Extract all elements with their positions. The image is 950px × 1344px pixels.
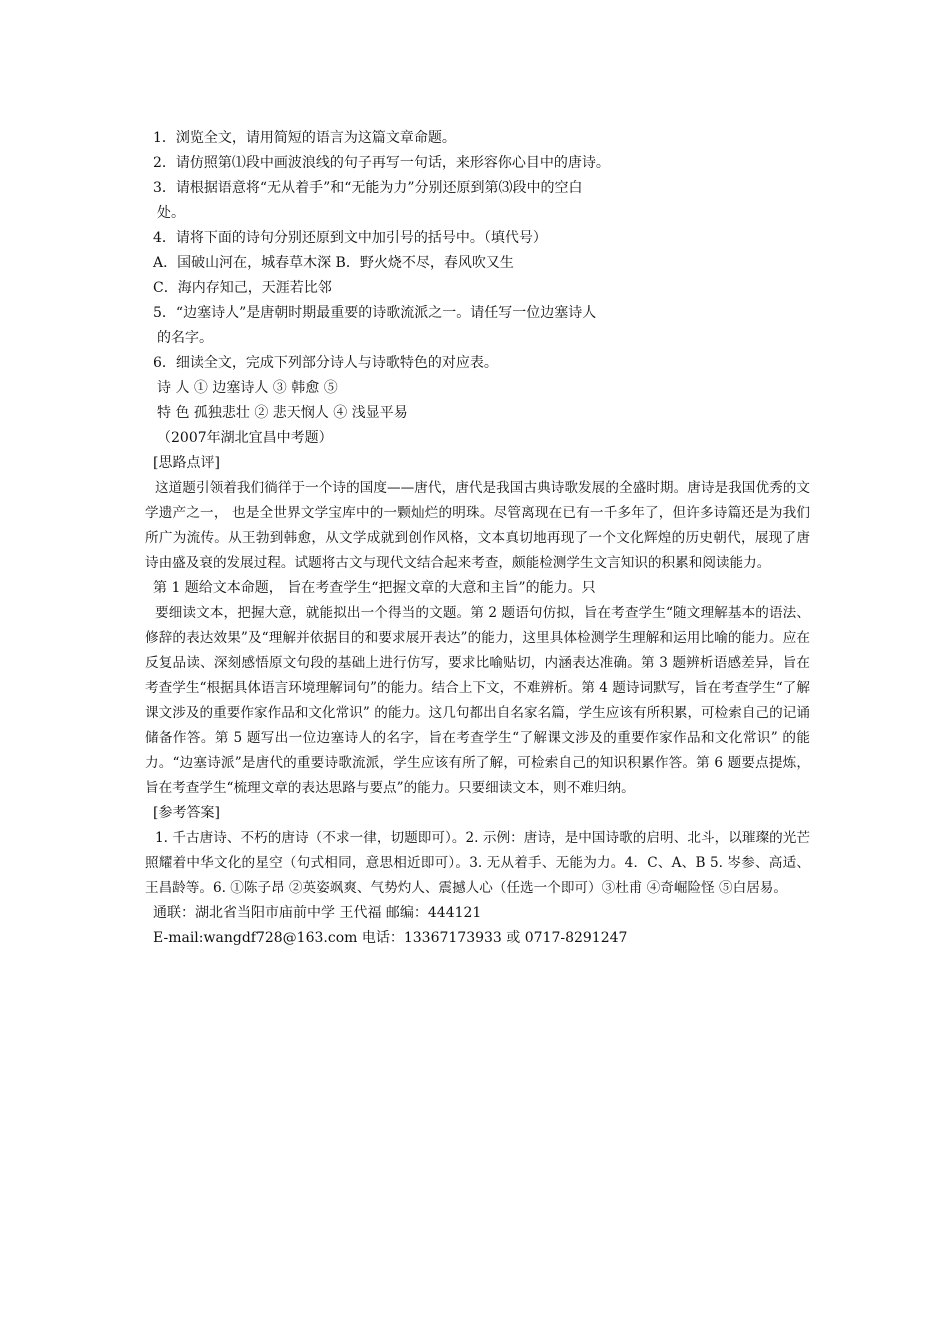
analysis-heading: [思路点评] [153, 455, 220, 471]
question-1: 1．浏览全文，请用简短的语言为这篇文章命题。 [153, 130, 456, 146]
analysis-paragraph-2-start: 第 1 题给文本命题， 旨在考查学生“把握文章的大意和主旨”的能力。只 [153, 580, 596, 596]
question-3-line2: 处。 [157, 205, 185, 221]
contact-email-phone: E-mail:wangdf728@163.com 电话：13367173933 或 0717-8291247 [153, 930, 628, 946]
question-4-option-c: C．海内存知己，天涯若比邻 [153, 280, 332, 296]
question-4: 4．请将下面的诗句分别还原到文中加引号的括号中。（填代号） [153, 230, 547, 246]
answers-heading: [参考答案] [153, 805, 220, 821]
document-page [145, 126, 810, 951]
contact-address: 通联：湖北省当阳市庙前中学 王代福 邮编：444121 [153, 905, 482, 921]
table-row-features: 特 色 孤独悲壮 ② 悲天悯人 ④ 浅显平易 [157, 405, 408, 421]
question-5-line1: 5．“边塞诗人”是唐朝时期最重要的诗歌流派之一。请任写一位边塞诗人 [153, 305, 597, 321]
table-row-poets: 诗 人 ① 边塞诗人 ③ 韩愈 ⑤ [157, 380, 338, 396]
exam-source: （2007年湖北宜昌中考题） [157, 430, 333, 446]
question-2: 2．请仿照第⑴段中画波浪线的句子再写一句话，来形容你心目中的唐诗。 [153, 155, 610, 171]
question-4-options-ab: A．国破山河在，城春草木深 B．野火烧不尽，春风吹又生 [153, 255, 514, 271]
question-5-line2: 的名字。 [157, 330, 213, 346]
analysis-paragraph-2-body: 要细读文本，把握大意，就能拟出一个得当的文题。第 2 题语句仿拟，旨在考查学生“随文理解基本的语法、修辞的表达效果”及“理解并依据目的和要求展开表达”的能力，这里具体检测学生理解和运用比喻的能力。应在反复品读、深刻感悟原文句段的基础上进行仿写，要求比喻贴切，内涵表达准确。第 3 题辨析语感差异，旨在考查学生“根据具体语言环境理解词句”的能力。结合上下文，不难辨析。第 4 题诗词默写，旨在考查学生“了解课文涉及的重要作家作品和文化常识” 的能力。这几句都出自名家名篇，学生应该有所积累，可检索自己的记诵储备作答。第 5 题写出一位边塞诗人的名字，旨在考查学生“了解课文涉及的重要作家作品和文化常识” 的能力。“边塞诗派”是唐代的重要诗歌流派，学生应该有所了解，可检索自己的知识积累作答。第 6 题要点提炼，旨在考查学生“梳理文章的表达思路与要点”的能力。只要细读文本，则不难归纳。 [145, 605, 810, 796]
analysis-paragraph-1: 这道题引领着我们徜徉于一个诗的国度——唐代，唐代是我国古典诗歌发展的全盛时期。唐诗是我国优秀的文学遗产之一， 也是全世界文学宝库中的一颗灿烂的明珠。尽管离现在已有一千多年了，但许多诗篇还是为我们所广为流传。从王勃到韩愈，从文学成就到创作风格，文本真切地再现了一个文化辉煌的历史朝代，展现了唐诗由盛及衰的发展过程。试题将古文与现代文结合起来考查，颇能检测学生文言知识的积累和阅读能力。 [145, 480, 810, 571]
answers-body: 1. 千古唐诗、不朽的唐诗（不求一律，切题即可）。2. 示例：唐诗，是中国诗歌的启明、北斗，以璀璨的光芒照耀着中华文化的星空（句式相同，意思相近即可）。3. 无从着手、无能为力。4．C、A、B 5. 岑参、高适、王昌龄等。6. ①陈子昂 ②英姿飒爽、气势灼人、震撼人心（任选一个即可）③杜甫 ④奇崛险怪 ⑤白居易。 [145, 830, 810, 896]
question-6: 6．细读全文，完成下列部分诗人与诗歌特色的对应表。 [153, 355, 498, 371]
question-3-line1: 3．请根据语意将“无从着手”和“无能为力”分别还原到第⑶段中的空白 [153, 180, 583, 196]
